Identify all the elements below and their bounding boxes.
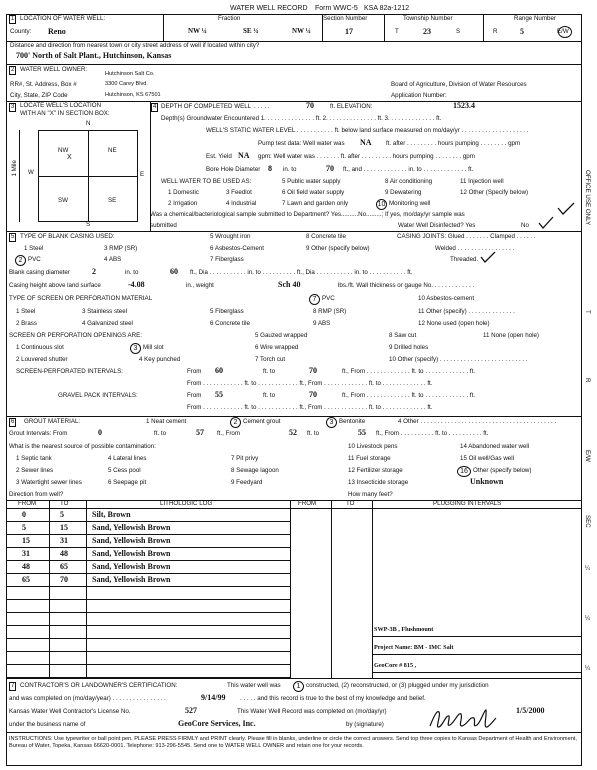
section-7-number: 7: [11, 683, 15, 689]
divider: [19, 130, 20, 222]
side-ew: E/W: [584, 450, 591, 462]
log-from2-header: FROM: [298, 500, 317, 507]
section-number: 17: [345, 27, 353, 36]
grout-interval-label: Grout Intervals: From: [9, 430, 68, 437]
use-1: 1 Domestic: [168, 189, 199, 196]
rr-label: RR#, St. Address, Box #: [10, 81, 77, 88]
contam-5: 5 Cess pool: [108, 467, 141, 474]
depth-label: DEPTH OF COMPLETED WELL: [161, 103, 252, 110]
use-6: 6 Oil field water supply: [282, 189, 345, 196]
use-label: WELL WATER TO BE USED AS:: [161, 178, 252, 185]
log-row-line: [6, 651, 290, 652]
log-right-2: Project Name: BM - IMC Salt: [374, 644, 454, 651]
opening-2: 2 Louvered shutter: [16, 356, 68, 363]
casing-3: 3 RMP (SR): [104, 245, 138, 252]
license-rest: This Water Well Record was completed on (mo/day/yr): [237, 708, 387, 715]
casing-7: 7 Fiberglass: [210, 256, 244, 263]
section-1-number: 1: [11, 16, 15, 22]
township-s: S: [456, 28, 461, 35]
range-r: R: [493, 28, 498, 35]
howmany-label: How many feet?: [348, 491, 393, 498]
section-3-number: 3: [11, 104, 15, 110]
casing-welded: Welded . . . . . . . . . . . . . . . . .: [435, 245, 515, 252]
opening-3-circle: 3: [130, 343, 141, 354]
township-t: T: [395, 28, 399, 35]
owner-name: Hutchinson Salt Co.: [105, 71, 155, 77]
disinfected-label: Water Well Disinfected? Yes: [398, 222, 476, 229]
casing-threaded: Threaded.: [450, 256, 479, 263]
location-x: X: [67, 154, 72, 161]
side-r: R: [584, 378, 591, 383]
log-row-line: [6, 599, 290, 600]
use-10: Monitoring well: [389, 200, 431, 207]
elevation-value: 1523.4: [453, 101, 475, 110]
contam-3: 3 Watertight sewer lines: [16, 479, 82, 486]
log-row-from: 31: [22, 549, 30, 558]
ew-circle: [558, 26, 572, 38]
log-row-line: [6, 573, 290, 574]
contam-14: 14 Abandoned water well: [460, 443, 530, 450]
screen-4: 4 Galvanized steel: [82, 320, 133, 327]
divider: [384, 14, 385, 41]
screen-8: 8 RMP (SR): [313, 308, 347, 315]
opening-10: 10 Other (specify) . . . . . . . . . . . . . . . . . . . . . . . . . .: [389, 356, 528, 363]
business-name: GeoCore Services, Inc.: [178, 719, 256, 728]
cert-1b: constructed, (2) reconstructed, or (3) plugged under my jurisdiction: [306, 682, 489, 689]
screen-11: 11 Other (specify) . . . . . . . . . . . . . .: [418, 308, 515, 315]
spi-from: 60: [215, 366, 223, 375]
divider: [6, 678, 582, 679]
contam-8: 8 Sewage lagoon: [231, 467, 279, 474]
section-6-number: 6: [11, 419, 15, 425]
screen-5: 5 Fiberglass: [210, 308, 244, 315]
grout-rest: ft., From . . . . . . . . . . ft. to . . . . . . . . . . ft.: [376, 430, 489, 437]
ne-label: NE: [108, 147, 117, 154]
log-row-desc: Sand, Yellowish Brown: [92, 562, 171, 571]
grout-mid2: ft. to: [307, 430, 320, 437]
log-from-header: FROM: [18, 500, 37, 507]
checkmark-icon: [538, 216, 554, 230]
casing-diam-rest: ft., Dia . . . . . . . . . . . in. to . . . . . . . . . . ft., Dia . . . . . . . . . . . in. to . . . . . . . . . . . ft.: [190, 269, 413, 276]
license-number: 527: [185, 706, 197, 715]
log-row-line: [6, 560, 290, 561]
use-10-circle: 10: [377, 201, 386, 208]
grout-1: 1 Neat cement: [146, 418, 187, 425]
side-t: T: [584, 310, 591, 314]
bore-mid: in. to: [283, 166, 297, 173]
completion-date: 9/14/99: [201, 693, 226, 702]
divider: [6, 416, 582, 417]
use-12: 12 Other (Specify below): [460, 189, 529, 196]
application-label: Application Number:: [391, 92, 447, 99]
log-right-1: GeoCore # 815 ,: [374, 662, 417, 669]
plug-row-line: [372, 636, 582, 637]
use-2: 2 Irrigation: [168, 200, 198, 207]
distance-label: Distance and direction from nearest town or city street address of well if located within city?: [10, 42, 260, 49]
direction-label: Direction from well?: [9, 491, 64, 498]
township-label: Township Number: [403, 15, 453, 22]
contam-1: 1 Septic tank: [16, 455, 52, 462]
plug-row-line: [372, 672, 582, 673]
owner-address: 3300 Carey Blvd.: [105, 81, 148, 87]
form-number: Form WWC-5: [315, 5, 358, 12]
submitted-label: submitted: [150, 222, 177, 229]
contam-9: 9 Feedyard: [231, 479, 263, 486]
distance-value: 700' North of Salt Plant., Hutchinson, Kansas: [16, 51, 172, 60]
gp-rest: ft., From . . . . . . . . . . . . . ft. to . . . . . . . . . . . . . ft.: [342, 392, 476, 399]
grout-from2: 52: [289, 428, 297, 437]
grout-from: 0: [98, 428, 102, 437]
casing-height-label: Casing height above land surface: [9, 282, 101, 289]
casing-6: 6 Asbestos-Cement: [210, 245, 264, 252]
ksa-number: KSA 82a-1212: [364, 5, 410, 12]
casing-4: 4 ABS: [104, 256, 122, 263]
log-row-desc: Sand, Yellowish Brown: [92, 523, 171, 532]
opening-3: Mill slot: [143, 344, 164, 351]
quarter-1: NW ¼: [188, 27, 207, 35]
screen-9: 9 ABS: [313, 320, 331, 327]
cert-1-circle: 1: [293, 681, 304, 692]
north-label: N: [86, 120, 91, 127]
log-right-3: SWP-3B , Flushmount: [374, 626, 434, 633]
city-label: City, State, ZIP Code: [10, 92, 68, 99]
side-quarter-2: ¼: [584, 615, 591, 622]
log-to-header: TO: [60, 500, 69, 507]
screen-7-circle: 7: [309, 294, 320, 305]
quarter-3: NW ¼: [292, 27, 311, 35]
opening-5: 5 Gauzed wrapped: [255, 332, 308, 339]
contam-4: 4 Lateral lines: [108, 455, 147, 462]
cert-1: This water well was: [227, 682, 281, 689]
section-2-number: 2: [11, 67, 15, 73]
contam-12: 12 Fertilizer storage: [348, 467, 403, 474]
spi-to-label: ft. to: [263, 368, 276, 375]
log-row-from: 48: [22, 562, 30, 571]
screen-7: PVC: [322, 295, 335, 302]
pump-test-na: NA: [360, 138, 372, 147]
pump-test-label: Pump test data: Well water was: [258, 140, 345, 147]
contam-16-circle: 16: [457, 466, 471, 477]
screen-1: 1 Steel: [16, 308, 36, 315]
signature-label: by (signature): [346, 721, 384, 728]
water-well-record-form: WATER WELL RECORD Form WWC-5 KSA 82a-1212 1 LOCATION OF WATER WELL: County: Reno Fraction NW ¼ SE ¼ NW ¼ Section Number 17 Township Number T 23 S Range Number R 5 E/W Distance and direction from nearest town or city street address of well if located within city? 700' North of Salt Plant., Hutchinson, Kansas 2 WATER WELL OWNER: RR#, St. Address, Box # City, State, ZIP Code Hutchinson Salt Co. 3300 Carey Blvd. Hutchinson, KS 67501 Board of Agriculture, Division of Water Resources Application Number: 3 LOCATE WELL'S LOCATION WITH AN "X" IN SECTION BOX: N S W E NW X NE SW SE 1 Mile 4 DEPTH OF COMPLETED WELL . . . . . 70 ft. ELEVATION: 1523.4 Depth(s) Groundwater Encountered 1. . . . . . . . . . . . . . . ft. 2. . . . . . . . . . . . . . . ft. 3. . . . . . . . . . . . . . ft. WELL'S STATIC WATER LEVEL . . . . . . . . . . . ft. below land surface measured on mo/day/yr . . . . . . . . . . . . . . . . . . . . Pump test data: Well water was NA ft. after . . . . . . . . . hours pumping . . . . . . . . gpm Est. Yield NA gpm: Well water was . . . . . . . ft. after . . . . . . . . . hours pumping . . . . . . . . gpm Bore Hole Diameter 8 in. to 70 ft., and . . . . . . . . . . . . . in. to . . . . . . . . . . . . . ft. WELL WATER TO BE USED AS: 5 Public water supply 8 Air conditioning 11 Injection well 1 Domestic 3 Feedlot 6 Oil field water supply 9 Dewatering 12 Other (Specify below) 2 Irrigation 4 Industrial 7 Lawn and garden only 10 Monitoring well Was a chemical/bacteriological sample submitted to Department? Yes..........No.........; If yes, mo/day/yr sample was submitted Water Well Disinfected? Yes No 5 TYPE OF BLANK CASING USED: 5 Wrought iron 8 Concrete tile CASING JOINTS: Glued . . . . . . . Clamped . . . . . . 1 Steel 3 RMP (SR) 6 Asbestos-Cement 9 Other (specify below) Welded . . . . . . . . . . . . . . . . . 2 PVC 4 ABS 7 Fiberglass Threaded. Blank casing diameter 2 in. to 60 ft., Dia . . . . . . . . . . . in. to . . . . . . . . . . ft., Dia . . . . . . . . . . . in. to . . . . . . . . . . . ft. Casing height above land surface -4.08 in., weight Sch 40 lbs./ft. Wall thickness or gauge No. . . . . . . . . . . . . TYPE OF SCREEN OR PERFORATION MATERIAL 7 PVC 10 Asbestos-cement 1 Steel 3 Stainless steel 5 Fiberglass 8 RMP (SR) 11 Other (specify) . . . . . . . . . . . . . . 2 Brass 4 Galvanized steel 6 Concrete tile 9 ABS 12 None used (open hole) SCREEN OR PERFORATION OPENINGS ARE: 5 Gauzed wrapped 8 Saw cut 11 None (open hole) 1 Continuous slot 3 Mill slot 6 Wire wrapped 9 Drilled holes 2 Louvered shutter 4 Key punched 7 Torch cut 10 Other (specify) . . . . . . . . . . . . . . . . . . . . . . . . . . SCREEN-PERFORATED INTERVALS: From 60 ft. to 70 ft., From . . . . . . . . . . . . . ft. to . . . . . . . . . . . . . ft. From . . . . . . . . . . . . ft. to . . . . . . . . . . . . ft., From . . . . . . . . . . . . . ft. to . . . . . . . . . . . . . ft. GRAVEL PACK INTERVALS: From 55 ft. to 70 ft., From . . . . . . . . . . . . . ft. to . . . . . . . . . . . . . ft. From . . . . . . . . . . . . ft. to . . . . . . . . . . . . ft., From . . . . . . . . . . . . . ft. to . . . . . . . . . . . . . ft. 6 GROUT MATERIAL: 1 Neat cement 2 Cement grout 3 Bentonite 4 Other . . . . . . . . . . . . . . . . . . . . . . . . . . . . . . . . . . . . . . . . Grout Intervals: From 0 ft. to 57 ft., From 52 ft. to 55 ft., From . . . . . . . . . . ft. to . . . . . . . . . . ft. What is the nearest source of possible contamination: 10 Livestock pens 14 Abandoned water well 1 Septic tank 4 Lateral lines 7 Pit privy 11 Fuel storage 15 Oil well/Gas well 2 Sewer lines 5 Cess pool 8 Sewage lagoon 12 Fertilizer storage 16 Other (specify below) 3 Watertight sewer lines 6 Seepage pit 9 Feedyard 13 Insecticide storage Unknown Direction from well? How many feet? FROM TO LITHOLOGIC LOG FROM TO PLUGGING INTERVALS 0 5 Silt, Brown 5 15 Sand, Yellowish Brown 15 31 Sand, Yellowish Brown 31 48 Sand, Yellowish Brown 48 65 Sand, Yellowish Brown 65 70 Sand, Yellowish Brown SWP-3B , Flushmount Project Name: BM - IMC Salt GeoCore # 815 , 7 CONTRACTOR'S OR LANDOWNER'S CERTIFICATION: This water well was 1 constructed, (2) reconstructed, or (3) plugged under my jurisdiction and was completed on (mo/day/year) . . . . . . . . . . . . . . . . 9/14/99 . . . . . and this record is true to the best of my knowledge and belief. Kansas Water Well Contractor's License No. 527 This Water Well Record was completed on (mo/day/yr) 1/5/2000 under the business name of GeoCore Services, Inc. by (signature) INSTRUCTIONS: Use typewriter or ball point pen. PLEASE PRESS FIRMLY and PRINT clearly. Please fill in blanks, underline or circle the correct answers. Send top three copies to Kansas Department of Health and Environment, Bureau of Water, Topeka, Kansas 66620-0001. Telephone: 913-296-5545. Send one to WATER WELL OWNER and retain one for your records. OFFICE USE ONLY T R E/W SEC ¼ ¼ ¼: [0, 0, 597, 770]
county-label: County:: [10, 28, 32, 35]
casing-sch: Sch 40: [278, 280, 301, 289]
log-row-to: 48: [60, 549, 68, 558]
side-sec: SEC: [584, 515, 591, 528]
spi-label: SCREEN-PERFORATED INTERVALS:: [16, 368, 123, 375]
se-label: SE: [108, 197, 117, 204]
casing-1: 1 Steel: [24, 245, 44, 252]
contam-16: Other (specify below): [473, 467, 532, 474]
opening-1: 1 Continuous slot: [16, 344, 64, 351]
use-11: 11 Injection well: [460, 178, 504, 185]
casing-diam-label: Blank casing diameter: [9, 269, 70, 276]
log-row-to: 31: [60, 536, 68, 545]
use-8: 8 Air conditioning: [385, 178, 433, 185]
bore-rest: ft., and . . . . . . . . . . . . . in. to . . . . . . . . . . . . . ft.: [343, 166, 474, 173]
spi-rest: ft., From . . . . . . . . . . . . . ft. to . . . . . . . . . . . . . ft.: [342, 368, 476, 375]
section-number-label: Section Number: [323, 15, 368, 22]
s6-label: GROUT MATERIAL:: [24, 418, 81, 425]
quarter-2: SE ¼: [243, 27, 259, 35]
log-row-line: [6, 638, 290, 639]
section-5-number: 5: [11, 234, 15, 240]
bore-label: Bore Hole Diameter: [206, 166, 261, 173]
west-label: W: [28, 169, 34, 176]
township-number: 23: [423, 27, 431, 36]
divider: [163, 14, 164, 41]
casing-joints: CASING JOINTS: Glued . . . . . . . Clamped . . . . . .: [397, 233, 536, 240]
screen-2: 2 Brass: [16, 320, 37, 327]
opening-4: 4 Key punched: [139, 356, 181, 363]
side-quarter-1: ¼: [584, 565, 591, 572]
s5-label: TYPE OF BLANK CASING USED:: [20, 233, 115, 240]
screen-12: 12 None used (open hole): [418, 320, 490, 327]
gp-label: GRAVEL PACK INTERVALS:: [58, 392, 138, 399]
divider: [6, 231, 582, 232]
elevation-label: ft. ELEVATION:: [330, 103, 373, 110]
grout-from2-label: ft., From: [217, 430, 241, 437]
static-level-line: WELL'S STATIC WATER LEVEL . . . . . . . . . . . ft. below land surface measured on mo/day/yr . . . . . . . . . . . . . . . . . . . .: [206, 127, 529, 134]
bore-to: 70: [326, 164, 334, 173]
side-office-use: OFFICE USE ONLY: [584, 170, 591, 226]
log-row-line: [6, 534, 290, 535]
casing-diam: 2: [92, 267, 96, 276]
gp-blank-row: From . . . . . . . . . . . . ft. to . . . . . . . . . . . . ft., From . . . . . . . . . . . . . ft. to . . . . . . . . . . . . . ft.: [187, 404, 433, 411]
log-row-desc: Silt, Brown: [92, 510, 131, 519]
chem-question: Was a chemical/bacteriological sample submitted to Department? Yes..........No.........; If yes, mo/day/yr sample was: [150, 211, 465, 218]
log-plug-header: PLUGGING INTERVALS: [433, 500, 502, 507]
divider: [372, 500, 373, 678]
gp-to-label: ft. to: [263, 392, 276, 399]
log-row-desc: Sand, Yellowish Brown: [92, 549, 171, 558]
cert-2b: . . . . . and this record is true to the best of my knowledge and belief.: [240, 695, 426, 702]
log-row-to: 5: [60, 510, 64, 519]
divider: [6, 508, 582, 509]
log-row-desc: Sand, Yellowish Brown: [92, 575, 171, 584]
mile-label: 1 Mile: [11, 160, 18, 177]
log-row-from: 65: [22, 575, 30, 584]
contam-15: 15 Oil well/Gas well: [460, 455, 514, 462]
section-4-number: 4: [153, 104, 157, 110]
form-title: WATER WELL RECORD: [230, 5, 308, 12]
contam-10: 10 Livestock pens: [348, 443, 398, 450]
spi-from-label: From: [187, 368, 202, 375]
signature-image: [428, 706, 498, 732]
contam-7: 7 Pit privy: [231, 455, 259, 462]
grout-2-circle: 2: [230, 417, 241, 428]
yield-na: NA: [238, 151, 250, 160]
record-date: 1/5/2000: [516, 706, 545, 715]
range-number: 5: [520, 27, 524, 36]
openings-label: SCREEN OR PERFORATION OPENINGS ARE:: [9, 332, 142, 339]
groundwater-line: Depth(s) Groundwater Encountered 1. . . . . . . . . . . . . . . ft. 2. . . . . . . . . . . . . . . ft. 3. . . . . . . . . . . . . . ft.: [161, 115, 442, 122]
divider: [290, 500, 291, 678]
casing-diam-to: 60: [170, 267, 178, 276]
license-label: Kansas Water Well Contractor's License No.: [9, 708, 131, 715]
opening-7: 7 Torch cut: [255, 356, 286, 363]
divider: [331, 500, 332, 678]
yield-label: Est. Yield: [206, 153, 232, 160]
log-row-from: 0: [22, 510, 26, 519]
casing-height: -4.08: [128, 280, 145, 289]
business-label: under the business name of: [9, 721, 86, 728]
side-quarter-3: ¼: [584, 665, 591, 672]
board-label: Board of Agriculture, Division of Water Resources: [391, 81, 527, 88]
log-row-line: [6, 521, 290, 522]
spi-blank-row: From . . . . . . . . . . . . ft. to . . . . . . . . . . . . ft., From . . . . . . . . . . . . . ft. to . . . . . . . . . . . . . ft.: [187, 380, 433, 387]
opening-11: 11 None (open hole): [483, 332, 539, 339]
log-row-line: [6, 612, 290, 613]
casing-9: 9 Other (specify below): [306, 245, 370, 252]
contam-unknown: Unknown: [470, 477, 504, 486]
grout-to: 57: [196, 428, 204, 437]
casing-height-in: in., weight: [186, 282, 214, 289]
grout-4: 4 Other . . . . . . . . . . . . . . . . . . . . . . . . . . . . . . . . . . . . . . . .: [398, 418, 557, 425]
log-row-to: 65: [60, 562, 68, 571]
grout-2: Cement grout: [243, 418, 281, 425]
instructions: INSTRUCTIONS: Use typewriter or ball point pen. PLEASE PRESS FIRMLY and PRINT clearly. Please fill in blanks, underline or circle the correct answers. Send top three copies to Kansas Department of Health and Environment, Bureau of Water, Topeka, Kansas 66620-0001. Telephone: 913-296-5545. Send one to WATER WELL OWNER and retain one for your records.: [9, 736, 577, 749]
casing-height-rest: lbs./ft. Wall thickness or gauge No. . . . . . . . . . . . .: [338, 282, 475, 289]
s3-label2: WITH AN "X" IN SECTION BOX:: [20, 110, 110, 117]
depth-value: 70: [306, 101, 314, 110]
use-9: 9 Dewatering: [385, 189, 422, 196]
s1-label: LOCATION OF WATER WELL:: [20, 15, 106, 22]
log-row-to: 70: [60, 575, 68, 584]
log-row-line: [6, 625, 290, 626]
divider: [6, 732, 582, 733]
casing-2-circle: 2: [15, 255, 26, 266]
checkmark-icon: [557, 202, 575, 216]
use-3: 3 Feedlot: [226, 189, 252, 196]
south-label: S: [86, 221, 91, 228]
opening-6: 6 Wire wrapped: [255, 344, 299, 351]
sw-label: SW: [58, 197, 68, 204]
owner-city: Hutchinson, KS 67501: [105, 92, 161, 98]
gp-from-label: From: [187, 392, 202, 399]
s3-label: LOCATE WELL'S LOCATION: [20, 102, 102, 109]
use-4: 4 Industrial: [226, 200, 257, 207]
casing-8: 8 Concrete tile: [306, 233, 346, 240]
range-ew: E/W: [557, 28, 569, 35]
range-label: Range Number: [514, 15, 556, 22]
log-row-desc: Sand, Yellowish Brown: [92, 536, 171, 545]
log-row-from: 5: [22, 523, 26, 532]
screen-10: 10 Asbestos-cement: [418, 295, 475, 302]
use-7: 7 Lawn and garden only: [282, 200, 349, 207]
grout-to2: 55: [358, 428, 366, 437]
contam-13: 13 Insecticide storage: [348, 479, 409, 486]
opening-9: 9 Drilled holes: [389, 344, 429, 351]
fraction-label: Fraction: [218, 15, 241, 22]
bore-diameter: 8: [268, 164, 272, 173]
grout-mid: ft. to: [154, 430, 167, 437]
county-value: Reno: [48, 27, 66, 36]
log-row-from: 15: [22, 536, 30, 545]
gp-from: 55: [215, 390, 223, 399]
checkmark-icon: [480, 251, 496, 263]
divider: [483, 14, 484, 41]
casing-diam-in: in. to: [125, 269, 139, 276]
casing-2: PVC: [28, 256, 41, 263]
divider: [38, 176, 138, 177]
contamination-label: What is the nearest source of possible contamination:: [9, 443, 156, 450]
use-5: 5 Public water supply: [282, 178, 341, 185]
log-row-line: [6, 547, 290, 548]
opening-8: 8 Saw cut: [389, 332, 417, 339]
screen-3: 3 Stainless steel: [82, 308, 128, 315]
pump-test-rest: ft. after . . . . . . . . . hours pumping . . . . . . . . gpm: [386, 140, 521, 147]
screen-label: TYPE OF SCREEN OR PERFORATION MATERIAL: [9, 295, 153, 302]
disinfected-no: No: [521, 222, 529, 229]
east-label: E: [140, 171, 145, 178]
nw-label: NW: [58, 147, 69, 154]
cert-2: and was completed on (mo/day/year) . . . . . . . . . . . . . . . .: [9, 695, 166, 702]
log-lith-header: LITHOLOGIC LOG: [160, 500, 213, 507]
yield-rest: gpm: Well water was . . . . . . . ft. after . . . . . . . . . hours pumping . . . . . . . . gpm: [258, 153, 475, 160]
log-to2-header: TO: [346, 500, 355, 507]
s7-label: CONTRACTOR'S OR LANDOWNER'S CERTIFICATION:: [20, 682, 178, 689]
divider: [6, 64, 582, 65]
casing-5: 5 Wrought iron: [210, 233, 251, 240]
contam-2: 2 Sewer lines: [16, 467, 54, 474]
screen-6: 6 Concrete tile: [210, 320, 250, 327]
s2-label: WATER WELL OWNER:: [20, 66, 88, 73]
grout-3: Bentonite: [339, 418, 366, 425]
log-row-line: [6, 586, 290, 587]
gp-to: 70: [309, 390, 317, 399]
spi-to: 70: [309, 366, 317, 375]
log-row-to: 15: [60, 523, 68, 532]
plug-row-line: [372, 654, 582, 655]
contam-11: 11 Fuel storage: [348, 455, 391, 462]
contam-6: 6 Seepage pit: [108, 479, 147, 486]
grout-3-circle: 3: [326, 417, 337, 428]
log-row-line: [6, 664, 290, 665]
